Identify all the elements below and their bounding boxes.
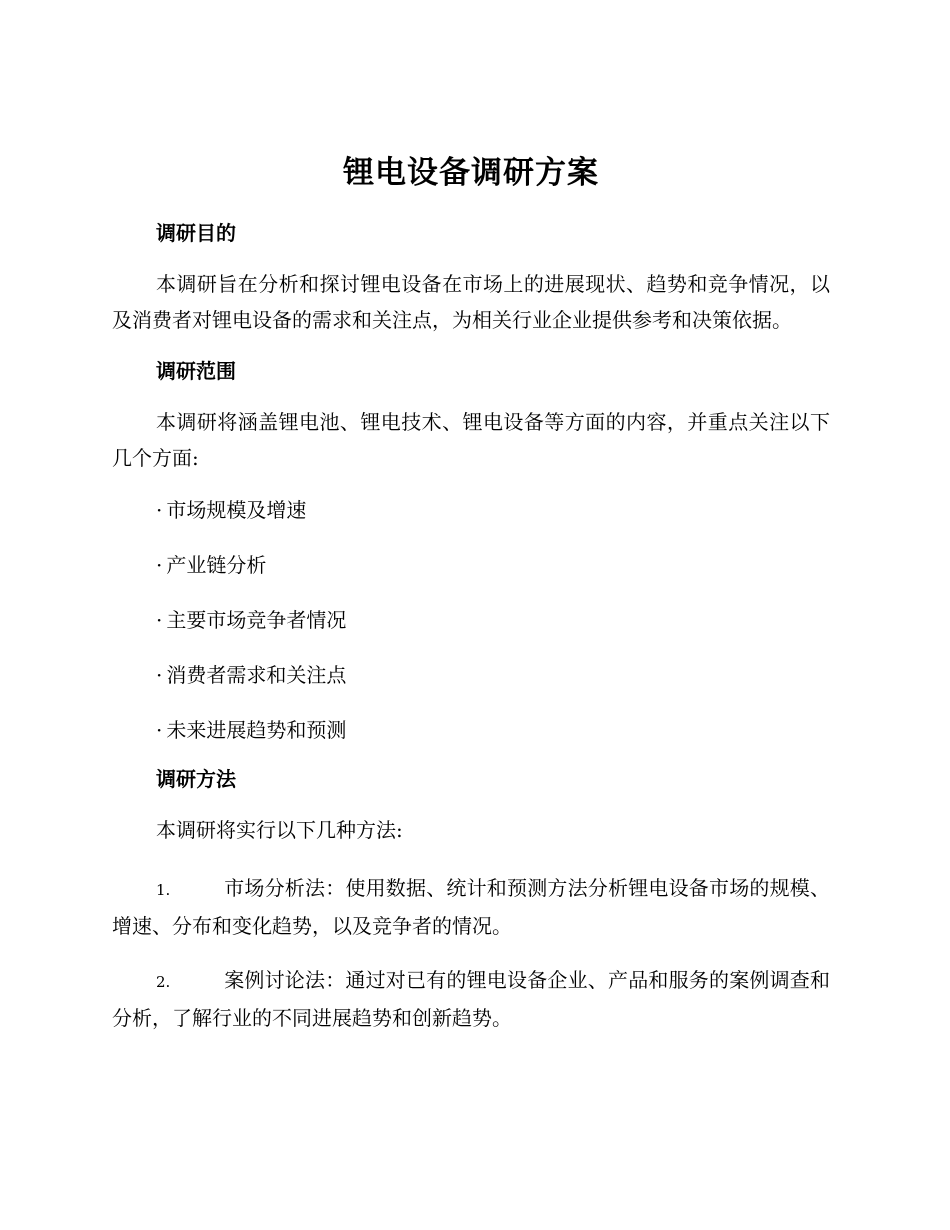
- list-item: [156, 659, 830, 691]
- section-heading-purpose: 调研目的: [156, 221, 236, 245]
- bullet-icon: ·: [156, 498, 163, 522]
- list-item-text: 市场规模及增速: [166, 498, 307, 522]
- list-item-text: 未来进展趋势和预测: [166, 718, 347, 742]
- list-item: [156, 714, 830, 746]
- section-heading-scope: 调研范围: [156, 359, 236, 383]
- list-item: [112, 962, 830, 1036]
- section-paragraph-scope: 本调研将涵盖锂电池、锂电技术、锂电设备等方面的内容，并重点关注以下几个方面:: [112, 410, 830, 470]
- bullet-icon: ·: [156, 663, 163, 687]
- list-item-text: 产业链分析: [166, 553, 267, 577]
- list-item-text: 主要市场竞争者情况: [166, 608, 347, 632]
- bullet-icon: ·: [156, 608, 163, 632]
- section-paragraph-purpose: 本调研旨在分析和探讨锂电设备在市场上的进展现状、趋势和竞争情况，以及消费者对锂电设备的需求和关注点，为相关行业企业提供参考和决策依据。: [112, 272, 830, 332]
- list-item-text: 市场分析法：使用数据、统计和预测方法分析锂电设备市场的规模、增速、分布和变化趋势，以及竞争者的情况。: [112, 876, 830, 938]
- section-heading-method: 调研方法: [156, 767, 236, 791]
- bullet-icon: ·: [156, 718, 163, 742]
- list-item: [112, 870, 830, 944]
- list-item-text: 案例讨论法：通过对已有的锂电设备企业、产品和服务的案例调查和分析，了解行业的不同进展趋势和创新趋势。: [112, 968, 830, 1030]
- bullet-icon: ·: [156, 553, 163, 577]
- list-number: 2.: [156, 973, 171, 991]
- list-item: [156, 494, 830, 526]
- method-numbered-list: [112, 870, 830, 1036]
- list-number: 1.: [156, 881, 171, 899]
- scope-bullet-list: [156, 494, 830, 746]
- document-title: 锂电设备调研方案: [343, 155, 599, 191]
- section-paragraph-method: 本调研将实行以下几种方法:: [156, 818, 403, 842]
- list-item-text: 消费者需求和关注点: [166, 663, 347, 687]
- list-item: [156, 604, 830, 636]
- list-item: [156, 549, 830, 581]
